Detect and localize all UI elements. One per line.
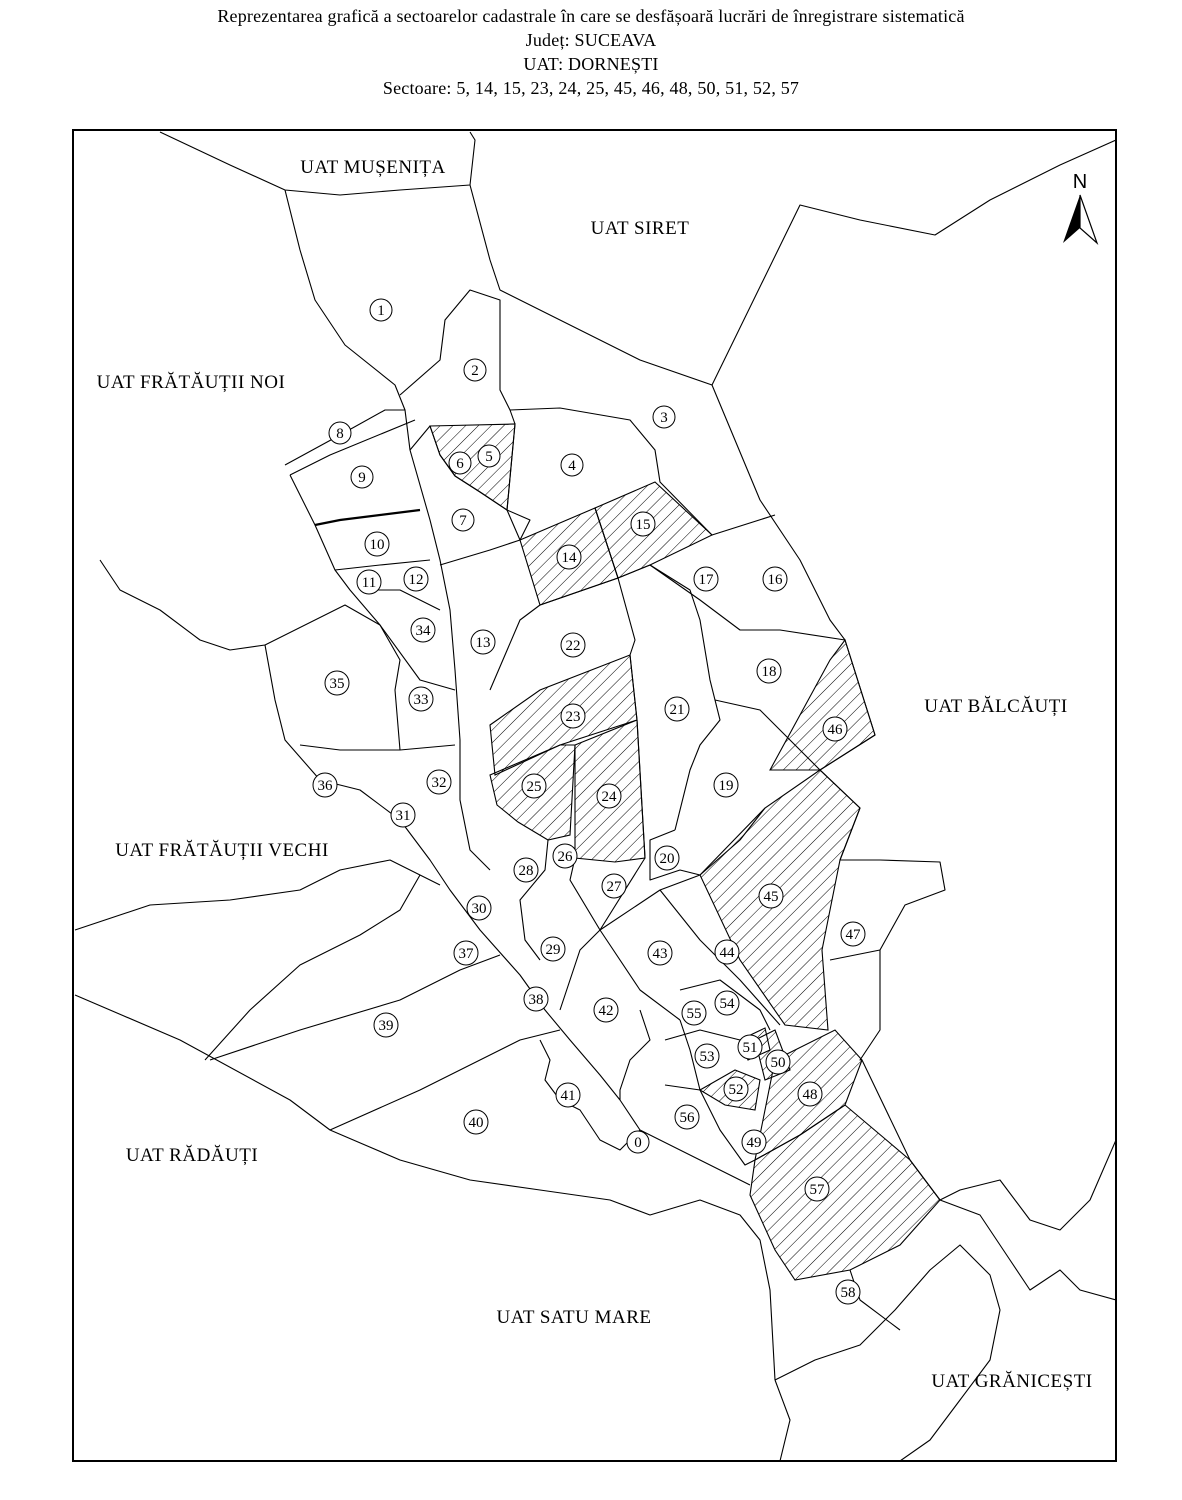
sector-label-26 — [553, 844, 577, 868]
sector-number: 26 — [557, 849, 573, 865]
sector-label-30 — [467, 896, 491, 920]
county-line: Județ: SUCEAVA — [525, 30, 657, 50]
sector-number: 40 — [468, 1115, 484, 1131]
sector-label-53 — [695, 1044, 719, 1068]
uat-label-radauti: UAT RĂDĂUȚI — [125, 1145, 259, 1166]
sector-label-50 — [766, 1050, 790, 1074]
sector-label-3 — [653, 406, 675, 428]
sector-number: 1 — [377, 303, 385, 319]
sector-number: 0 — [634, 1135, 642, 1151]
sector-number: 28 — [518, 863, 534, 879]
uat-boundary-siret — [470, 140, 1116, 385]
sector-number: 9 — [358, 470, 366, 486]
sector-number: 24 — [601, 789, 617, 805]
sector-label-28 — [514, 858, 538, 882]
sector-label-19 — [714, 773, 738, 797]
sector-label-57 — [805, 1177, 829, 1201]
sector-label-37 — [454, 941, 478, 965]
sector-number: 14 — [561, 550, 577, 566]
sector-label-20 — [655, 846, 679, 870]
sector-label-33 — [409, 687, 433, 711]
sector-label-38 — [524, 987, 548, 1011]
sector-label-40 — [464, 1110, 488, 1134]
sector-number: 58 — [840, 1285, 856, 1301]
sector-number: 27 — [606, 879, 622, 895]
sector-label-9 — [351, 466, 373, 488]
sector-label-29 — [541, 937, 565, 961]
sector-number: 29 — [545, 942, 561, 958]
sector-label-52 — [724, 1077, 748, 1101]
sector-label-1 — [370, 299, 392, 321]
sector-number: 32 — [431, 775, 447, 791]
sector-label-43 — [648, 941, 672, 965]
sector-label-17 — [694, 567, 718, 591]
sector-number: 33 — [413, 692, 429, 708]
sector-46-area — [770, 640, 875, 770]
sector-number: 15 — [635, 517, 651, 533]
sector-label-39 — [374, 1013, 398, 1037]
sector-number: 11 — [361, 575, 377, 591]
sector-number: 30 — [471, 901, 487, 917]
uat-label-musenita: UAT MUȘENIȚA — [300, 157, 446, 178]
sector-label-23 — [561, 704, 585, 728]
sector-number: 37 — [458, 946, 474, 962]
sector-label-24 — [597, 784, 621, 808]
sector-label-7 — [452, 509, 474, 531]
sector-label-32 — [427, 770, 451, 794]
sector-label-31 — [391, 803, 415, 827]
sector-number: 39 — [378, 1018, 394, 1034]
sector-number: 17 — [698, 572, 714, 588]
sector-label-45 — [759, 884, 783, 908]
sector-number: 4 — [568, 458, 576, 474]
sector-number: 43 — [652, 946, 668, 962]
sector-label-22 — [561, 633, 585, 657]
north-label: N — [1072, 171, 1088, 193]
sector-label-15 — [631, 512, 655, 536]
sector-5-area — [430, 424, 515, 510]
sector-number: 45 — [763, 889, 779, 905]
sector-number: 46 — [827, 722, 843, 738]
sector-label-44 — [715, 940, 739, 964]
sector-number: 10 — [369, 537, 385, 553]
sector-number: 55 — [686, 1006, 702, 1022]
sector-number: 5 — [485, 449, 493, 465]
sector-label-5 — [478, 445, 500, 467]
sector-number: 22 — [565, 638, 581, 654]
sector-number: 25 — [526, 779, 542, 795]
uat-boundary-radauti — [75, 995, 775, 1380]
sector-number: 54 — [719, 996, 735, 1012]
sector-label-4 — [561, 454, 583, 476]
sector-number: 47 — [845, 927, 861, 943]
sector-label-46 — [823, 717, 847, 741]
sector-label-25 — [522, 774, 546, 798]
sector-number: 18 — [761, 664, 777, 680]
sector-number: 34 — [415, 623, 431, 639]
boundaries-layer — [75, 132, 1116, 1461]
uat-label-fratautii-vechi: UAT FRĂTĂUȚII VECHI — [115, 840, 329, 861]
sector-number: 48 — [802, 1087, 818, 1103]
sector-label-16 — [763, 567, 787, 591]
north-arrow-icon — [1063, 171, 1097, 243]
sector-number: 56 — [679, 1110, 695, 1126]
sector-number: 19 — [718, 778, 734, 794]
sector-label-2 — [464, 359, 486, 381]
uat-line: UAT: DORNEȘTI — [523, 54, 659, 74]
sector-number: 57 — [809, 1182, 825, 1198]
sector-number: 38 — [528, 992, 544, 1008]
sector-label-35 — [325, 671, 349, 695]
uat-label-satu-mare: UAT SATU MARE — [496, 1307, 652, 1328]
sector-number: 21 — [669, 702, 685, 718]
sector-label-42 — [594, 998, 618, 1022]
sector-number: 42 — [598, 1003, 614, 1019]
sector-number: 20 — [659, 851, 675, 867]
sector-label-36 — [313, 773, 337, 797]
uat-label-balcauti: UAT BĂLCĂUȚI — [924, 696, 1068, 717]
sector-number: 50 — [770, 1055, 786, 1071]
sector-label-14 — [557, 545, 581, 569]
sector-number: 8 — [336, 426, 344, 442]
sector-label-8 — [329, 422, 351, 444]
sector-label-27 — [602, 874, 626, 898]
sector-number: 41 — [560, 1088, 576, 1104]
sector-label-34 — [411, 618, 435, 642]
sector-label-10 — [365, 532, 389, 556]
sector-number: 16 — [767, 572, 783, 588]
sector-number: 13 — [475, 635, 491, 651]
sector-number: 36 — [317, 778, 333, 794]
sector-number: 44 — [719, 945, 735, 961]
sector-number: 49 — [746, 1135, 762, 1151]
sector-label-12 — [404, 567, 428, 591]
sector-label-49 — [742, 1130, 766, 1154]
uat-label-siret: UAT SIRET — [590, 218, 690, 239]
uat-label-fratautii-noi: UAT FRĂTĂUȚII NOI — [96, 372, 286, 393]
sector-number: 31 — [395, 808, 411, 824]
sector-label-48 — [798, 1082, 822, 1106]
sector-number: 7 — [459, 513, 467, 529]
sectors-line: Sectoare: 5, 14, 15, 23, 24, 25, 45, 46, 48, 50, 51, 52, 57 — [382, 78, 800, 98]
sector-label-51 — [738, 1035, 762, 1059]
sector-number: 12 — [408, 572, 424, 588]
uat-boundary-west — [100, 560, 750, 1185]
sector-number: 6 — [456, 456, 464, 472]
sector-label-11 — [357, 570, 381, 594]
uat-boundary-granicesti — [940, 1200, 1116, 1300]
sector-label-58 — [836, 1280, 860, 1304]
sector-number: 51 — [742, 1040, 758, 1056]
uat-label-granicesti: UAT GRĂNICEȘTI — [931, 1371, 1093, 1392]
sector-label-56 — [675, 1105, 699, 1129]
sector-label-21 — [665, 697, 689, 721]
map-title: Reprezentarea grafică a sectoarelor cadastrale în care se desfășoară lucrări de înregistrare sistematică — [217, 6, 965, 26]
sector-label-47 — [841, 922, 865, 946]
sector-number: 23 — [565, 709, 581, 725]
sector-label-18 — [757, 659, 781, 683]
sector-label-0 — [627, 1131, 649, 1153]
sector-number: 2 — [471, 363, 479, 379]
sector-number: 35 — [329, 676, 345, 692]
sector-label-13 — [471, 630, 495, 654]
sector-number: 53 — [699, 1049, 715, 1065]
sector-label-54 — [715, 991, 739, 1015]
sector-number: 3 — [660, 410, 668, 426]
sector-label-6 — [449, 452, 471, 474]
sector-number: 52 — [728, 1082, 744, 1098]
sector-label-41 — [556, 1083, 580, 1107]
sector-label-55 — [682, 1001, 706, 1025]
